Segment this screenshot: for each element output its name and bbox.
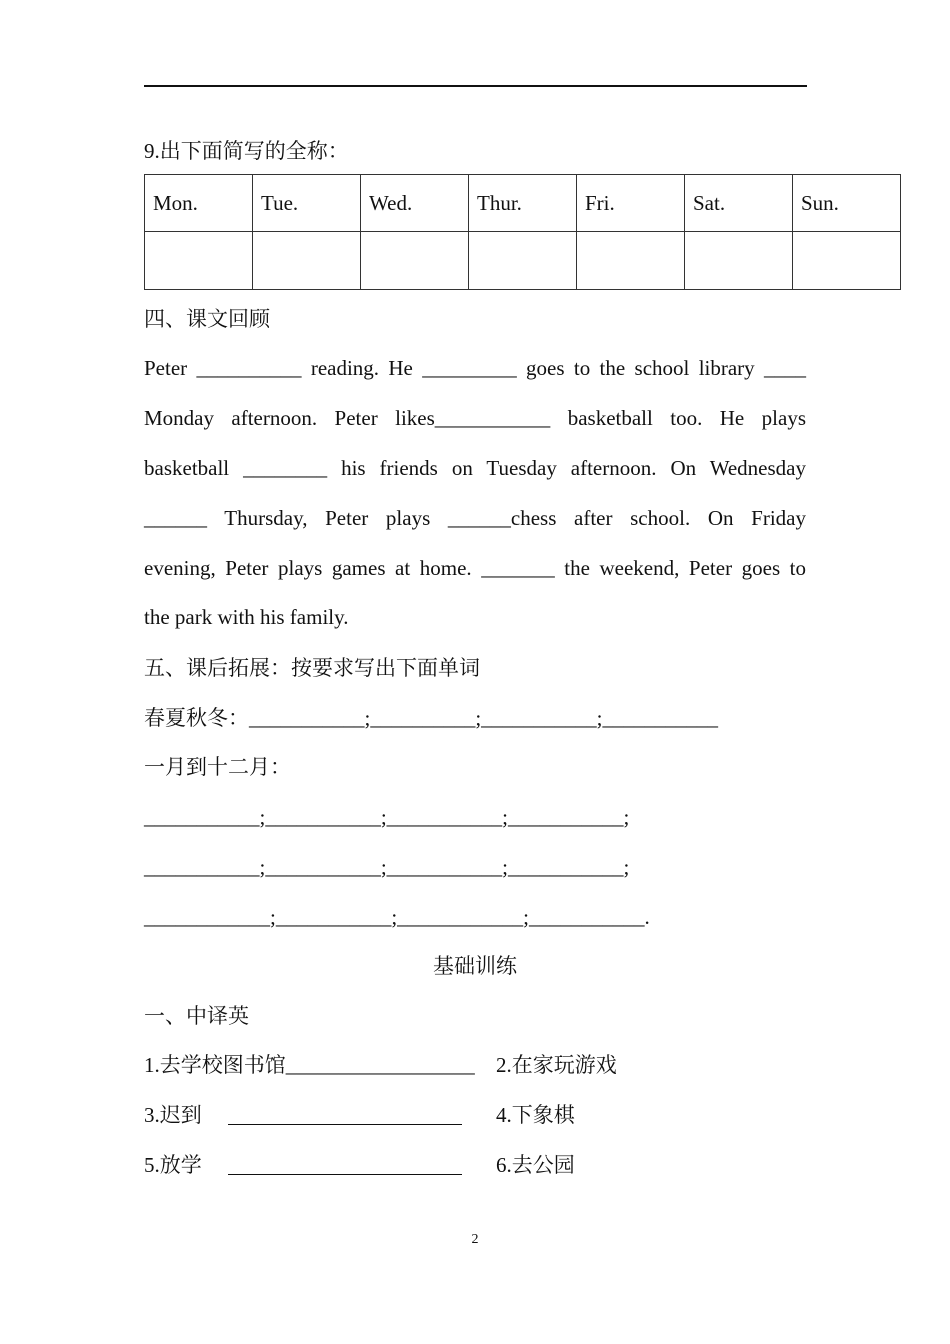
answer-cell-sat[interactable] <box>685 232 793 290</box>
basic-training-heading: 基础训练 <box>433 954 517 978</box>
item-5: 5.放学 <box>144 1153 202 1177</box>
review-line-4: ______ Thursday, Peter plays ______chess after school. On Friday <box>144 506 806 530</box>
day-abbrev-wed: Wed. <box>361 175 469 232</box>
day-abbrev-sun: Sun. <box>793 175 901 232</box>
answer-cell-tue[interactable] <box>253 232 361 290</box>
item-2: 2.在家玩游戏 <box>496 1053 617 1077</box>
q9-title: 9.出下面简写的全称： <box>144 139 349 163</box>
day-abbrev-thur: Thur. <box>469 175 577 232</box>
answer-cell-fri[interactable] <box>577 232 685 290</box>
page-number: 2 <box>471 1232 479 1247</box>
item-4: 4.下象棋 <box>496 1103 575 1127</box>
months-line-2: ___________;___________;___________;___________; <box>144 855 630 879</box>
day-abbrev-mon: Mon. <box>145 175 253 232</box>
section4-title: 四、课文回顾 <box>144 307 270 331</box>
answer-cell-mon[interactable] <box>145 232 253 290</box>
item-3-answer-blank[interactable] <box>228 1104 462 1125</box>
answer-cell-sun[interactable] <box>793 232 901 290</box>
review-line-1: Peter __________ reading. He _________ goes to the school library ____ <box>144 356 806 380</box>
answer-cell-thur[interactable] <box>469 232 577 290</box>
review-line-5: evening, Peter plays games at home. _______ the weekend, Peter goes to <box>144 556 806 580</box>
section1-title: 一、中译英 <box>144 1004 249 1028</box>
section5-title: 五、课后拓展：按要求写出下面单词 <box>144 656 480 680</box>
top-answer-line <box>144 85 807 87</box>
review-line-2: Monday afternoon. Peter likes___________ basketball too. He plays <box>144 406 806 430</box>
item-6: 6.去公园 <box>496 1153 575 1177</box>
seasons-line: 春夏秋冬：___________;__________;___________;___________ <box>144 706 719 730</box>
day-abbrev-fri: Fri. <box>577 175 685 232</box>
months-line-1: ___________;___________;___________;___________; <box>144 805 630 829</box>
day-abbrev-sat: Sat. <box>685 175 793 232</box>
day-abbrev-tue: Tue. <box>253 175 361 232</box>
item-5-answer-blank[interactable] <box>228 1154 462 1175</box>
item-3: 3.迟到 <box>144 1103 202 1127</box>
weekday-table <box>144 174 901 290</box>
item-1: 1.去学校图书馆__________________ <box>144 1053 475 1077</box>
review-line-3: basketball ________ his friends on Tuesday afternoon. On Wednesday <box>144 456 806 480</box>
months-line-3: ____________;___________;____________;___________. <box>144 905 650 929</box>
months-label: 一月到十二月： <box>144 755 291 779</box>
review-line-6: the park with his family. <box>144 605 349 629</box>
answer-cell-wed[interactable] <box>361 232 469 290</box>
